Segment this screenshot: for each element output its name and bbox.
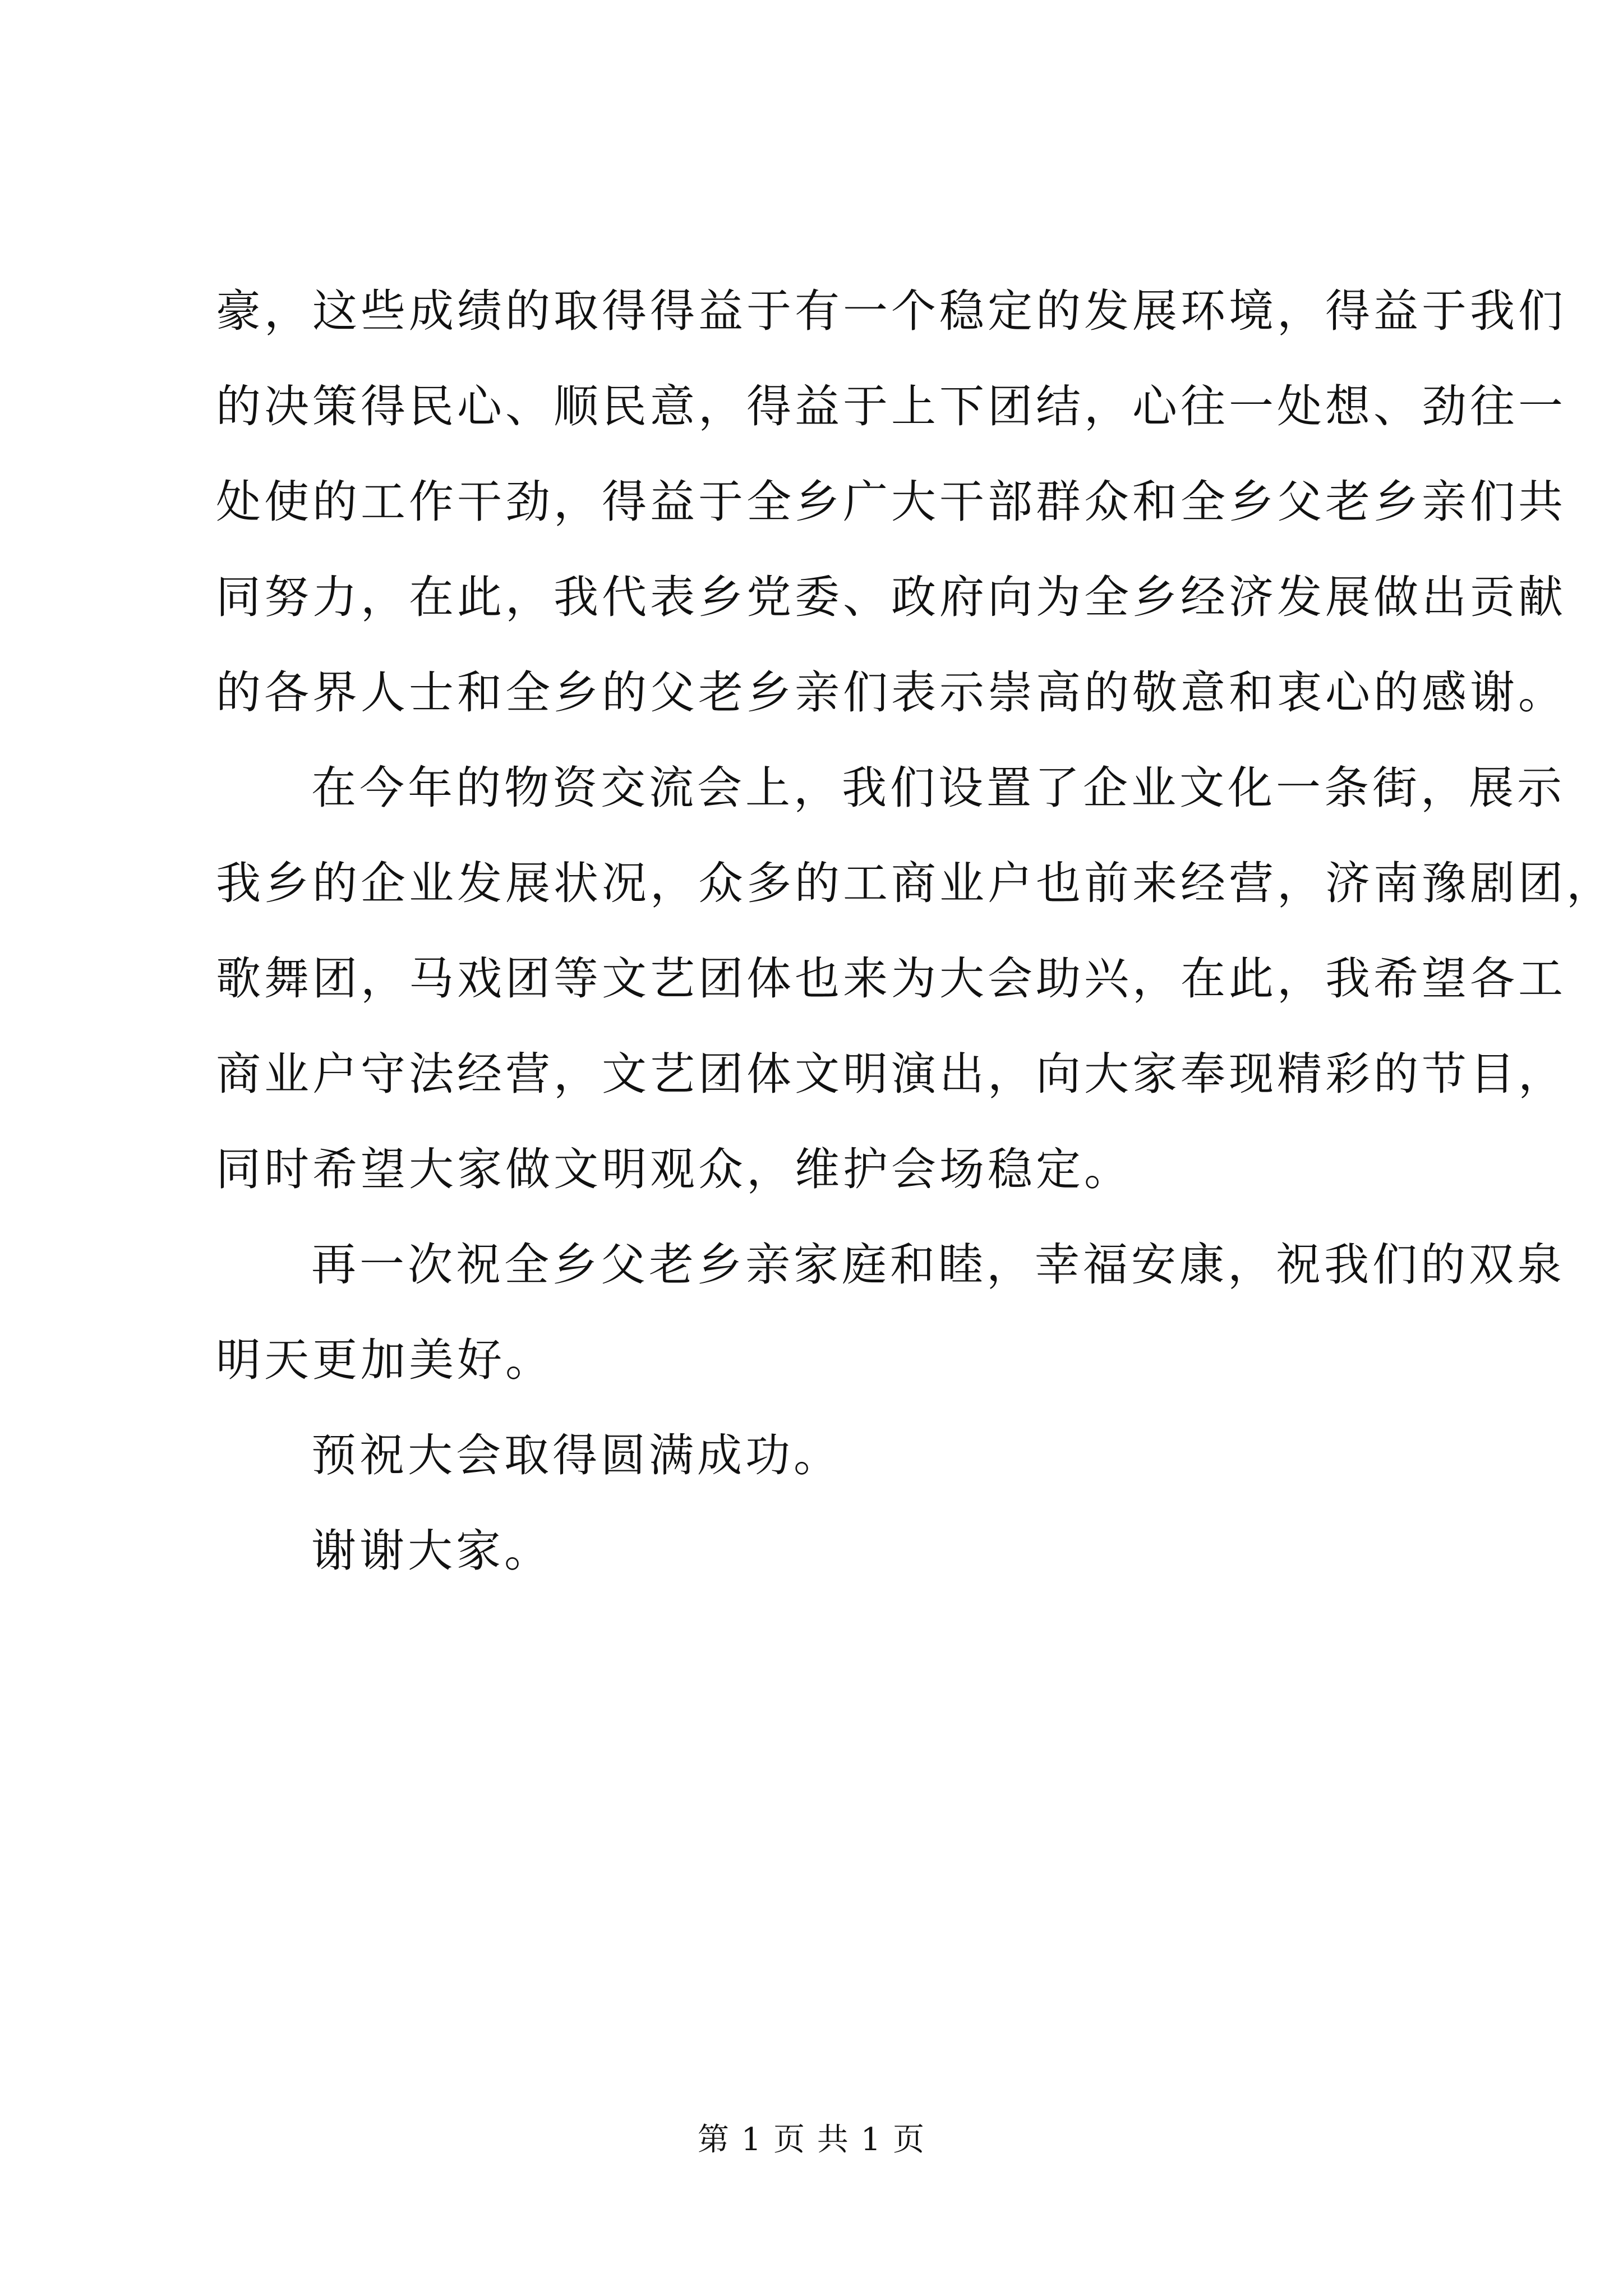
paragraph-2-line-3: 歌舞团，马戏团等文艺团体也来为大会助兴，在此，我希望各工 — [216, 953, 1566, 1005]
paragraph-4-line-1: 预祝大会取得圆满成功。 — [311, 1429, 842, 1481]
paragraph-1-line-5: 的各界人士和全乡的父老乡亲们表示崇高的敬意和衷心的感谢。 — [216, 666, 1566, 719]
document-body — [216, 264, 1615, 1599]
paragraph-2-line-1: 在今年的物资交流会上，我们设置了企业文化一条街，展示 — [311, 762, 1565, 814]
page-footer: 第 1 页 共 1 页 — [697, 2122, 926, 2158]
paragraph-1-line-3: 处使的工作干劲，得益于全乡广大干部群众和全乡父老乡亲们共 — [216, 476, 1566, 528]
paragraph-2-line-5: 同时希望大家做文明观众，维护会场稳定。 — [216, 1143, 1132, 1195]
paragraph-5-line-1: 谢谢大家。 — [311, 1525, 552, 1577]
paragraph-1-line-2: 的决策得民心、顺民意，得益于上下团结，心往一处想、劲往一 — [216, 380, 1566, 432]
paragraph-2-line-2: 我乡的企业发展状况，众多的工商业户也前来经营，济南豫剧团， — [216, 857, 1615, 909]
paragraph-2-line-4: 商业户守法经营，文艺团体文明演出，向大家奉现精彩的节目， — [216, 1048, 1566, 1100]
paragraph-3-line-1: 再一次祝全乡父老乡亲家庭和睦，幸福安康，祝我们的双泉 — [311, 1239, 1565, 1291]
paragraph-1-line-4: 同努力，在此，我代表乡党委、政府向为全乡经济发展做出贡献 — [216, 571, 1566, 623]
paragraph-1-line-1: 豪，这些成绩的取得得益于有一个稳定的发展环境，得益于我们 — [216, 285, 1566, 337]
paragraph-3-line-2: 明天更加美好。 — [216, 1334, 554, 1386]
